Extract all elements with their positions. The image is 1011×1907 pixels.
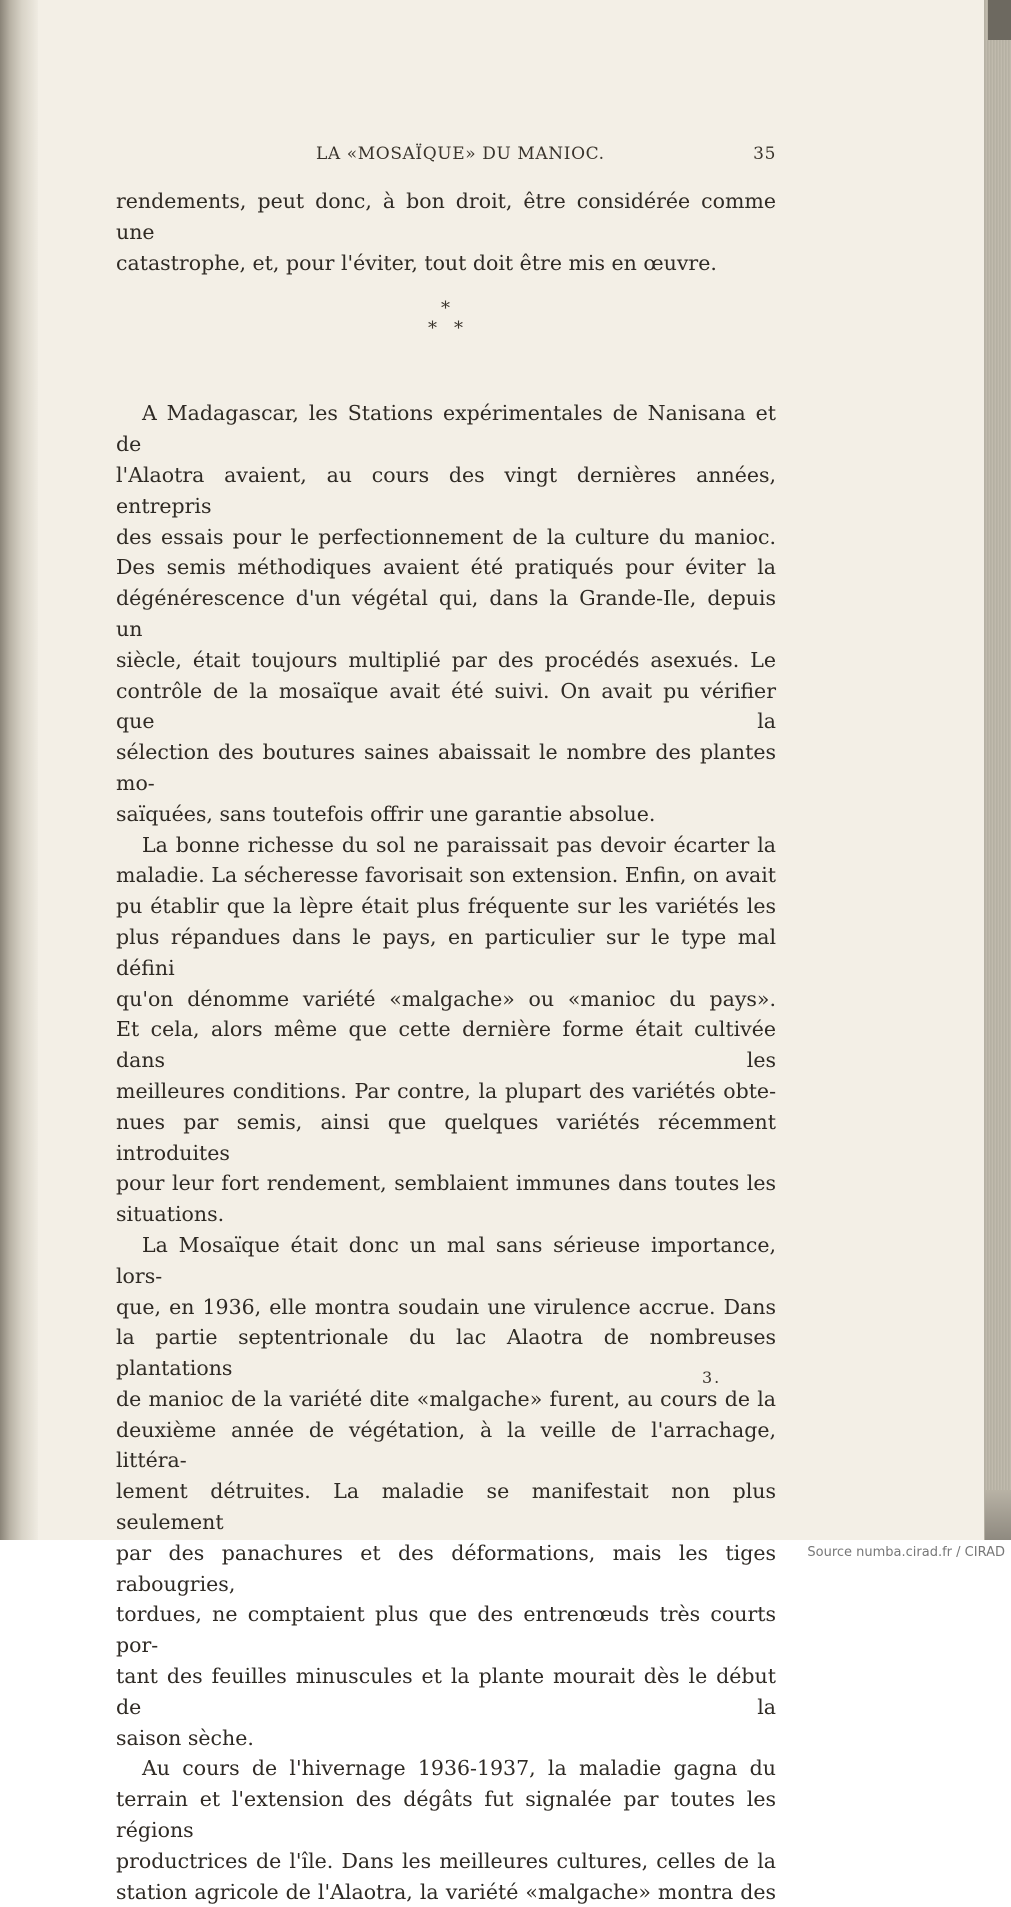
text-line: siècle, était toujours multiplié par des procédés asexués. Le [116, 647, 776, 672]
text-line: de manioc de la variété dite «malgache» furent, au cours de la [116, 1386, 776, 1411]
text-line: des essais pour le perfectionnement de la culture du manioc. [116, 524, 776, 549]
text-line: contrôle de la mosaïque avait été suivi. On avait pu vérifier que la [116, 678, 776, 734]
text-line: tant des feuilles minuscules et la plante mourait dès le début de la [116, 1664, 776, 1719]
running-title: LA «MOSAÏQUE» DU MANIOC. [316, 144, 605, 164]
text-line: rendements, peut donc, à bon droit, être considérée comme une [116, 189, 776, 244]
separator-star: * [454, 318, 463, 340]
text-line: deuxième année de végétation, à la veille de l'arrachage, littéra- [116, 1417, 776, 1473]
page-fore-edge-top [988, 0, 1011, 40]
text-line: sélection des boutures saines abaissait le nombre des plantes mo- [116, 740, 776, 795]
text-line: saison sèche. [116, 1725, 254, 1750]
text-line: pu établir que la lèpre était plus fréquente sur les variétés les [116, 894, 776, 919]
text-line: plus répandues dans le pays, en particulier sur le type mal défini [116, 924, 776, 980]
text-line: La bonne richesse du sol ne paraissait pas devoir écarter la [142, 832, 776, 857]
text-line: meilleures conditions. Par contre, la plupart des variétés obte- [116, 1078, 776, 1103]
running-header [116, 144, 776, 172]
text-line: situations. [116, 1202, 225, 1227]
text-line: A Madagascar, les Stations expérimentales de Nanisana et de [116, 401, 776, 457]
text-line: saïquées, sans toutefois offrir une garantie absolue. [116, 801, 656, 826]
text-line: maladie. La sécheresse favorisait son extension. Enfin, on avait [116, 863, 776, 888]
page-number: 35 [753, 144, 776, 164]
text-line: pour leur fort rendement, semblaient immunes dans toutes les [116, 1171, 776, 1196]
text-line: la partie septentrionale du lac Alaotra de nombreuses plantations [116, 1325, 776, 1381]
text-line: que, en 1936, elle montra soudain une virulence accrue. Dans [116, 1294, 776, 1319]
text-line: Des semis méthodiques avaient été pratiqués pour éviter la [116, 555, 776, 580]
text-line: qu'on dénomme variété «malgache» ou «manioc du pays». [116, 986, 776, 1011]
body-text [116, 186, 776, 1907]
text-line: La Mosaïque était donc un mal sans sérieuse importance, lors- [116, 1232, 776, 1288]
source-credit: Source numba.cirad.fr / CIRAD [807, 1545, 1005, 1560]
text-line: Au cours de l'hivernage 1936-1937, la maladie gagna du [142, 1756, 776, 1781]
text-line: catastrophe, et, pour l'éviter, tout doit être mis en œuvre. [116, 250, 717, 275]
text-line: l'Alaotra avaient, au cours des vingt dernières années, entrepris [116, 462, 776, 518]
text-line: productrices de l'île. Dans les meilleures cultures, celles de la [116, 1848, 776, 1873]
text-line: nues par semis, ainsi que quelques variétés récemment introduites [116, 1109, 776, 1165]
text-line: par des panachures et des déformations, mais les tiges rabougries, [116, 1540, 776, 1596]
signature-mark: 3. [702, 1368, 722, 1387]
text-line: terrain et l'extension des dégâts fut signalée par toutes les régions [116, 1787, 776, 1843]
text-line: dégénérescence d'un végétal qui, dans la Grande-Ile, depuis un [116, 586, 776, 641]
section-separator [116, 278, 776, 398]
separator-star: * [428, 318, 437, 340]
gutter-shadow [0, 0, 40, 1540]
text-line: Et cela, alors même que cette dernière forme était cultivée dans les [116, 1017, 776, 1073]
page-fore-edge [984, 0, 1011, 1540]
text-line: tordues, ne comptaient plus que des entrenœuds très courts por- [116, 1602, 776, 1658]
text-line: station agricole de l'Alaotra, la variété «malgache» montra des [116, 1879, 776, 1904]
separator-star: * [441, 298, 450, 320]
page-fore-edge-bottom [985, 1490, 1011, 1540]
text-line: lement détruites. La maladie se manifestait non plus seulement [116, 1479, 776, 1535]
